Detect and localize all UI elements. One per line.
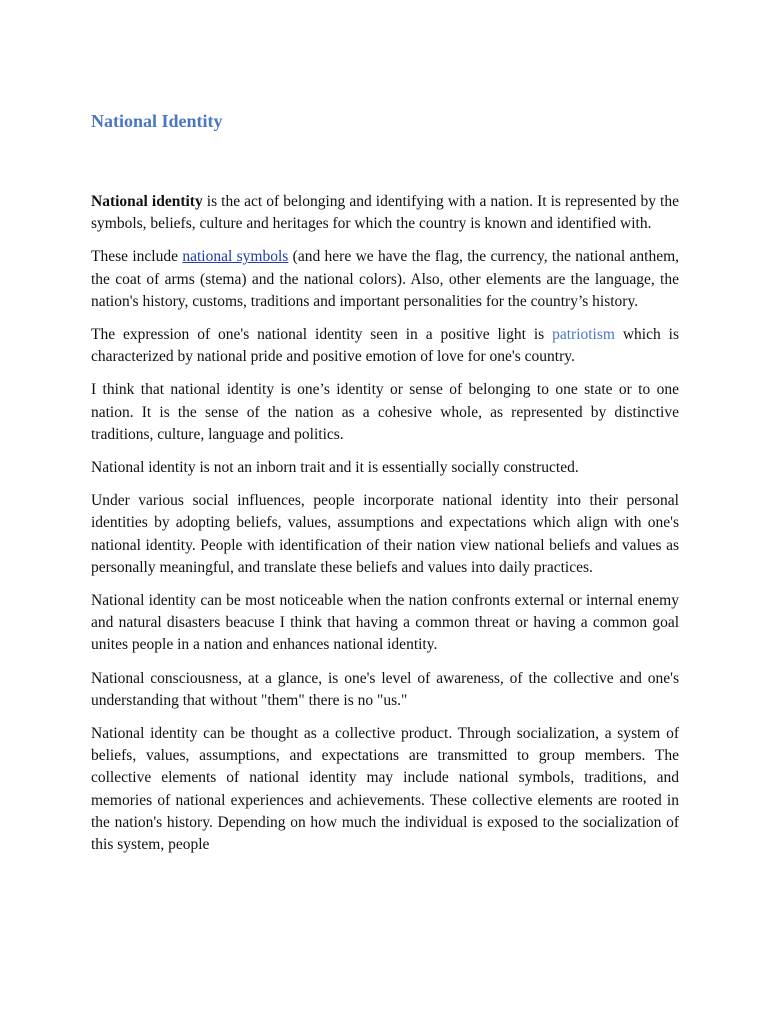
paragraph-3-text-before: The expression of one's national identity seen in a positive light is (91, 326, 553, 344)
paragraph-7: National identity can be most noticeable when the nation confronts external or internal enemy and natural disasters beacuse I think that having a common threat or having a common goal unites people in a nation and enhances national identity. (91, 592, 679, 654)
paragraph-1 (91, 191, 679, 235)
paragraph-2-text-before: These include (91, 248, 183, 266)
paragraph-2-text-after: (and here we have the flag, the currency, the national anthem, the coat of arms (stema) and the national colors). Also, other elements are the language, the nation's history, customs, traditions and important personalities for the country’s history. (91, 248, 679, 310)
paragraph-6: Under various social influences, people incorporate national identity into their personal identities by adopting beliefs, values, assumptions and expectations which align with one's national identity. People with identification of their nation view national beliefs and values as personally meaningful, and translate these beliefs and values into daily practices. (91, 492, 679, 576)
national-symbols-link[interactable]: national symbols (182, 248, 289, 266)
paragraph-9: National identity can be thought as a collective product. Through socialization, a system of beliefs, values, assumptions, and expectations are transmitted to group members. The collective elements of national identity may include national symbols, traditions, and memories of national experiences and achievements. These collective elements are rooted in the nation's history. Depending on how much the individual is exposed to the socialization of this system, people (91, 725, 679, 854)
paragraph-2 (91, 246, 679, 313)
patriotism-link[interactable]: patriotism (552, 326, 615, 344)
paragraph-1-text: is the act of belonging and identifying with a nation. It is represented by the symbols, beliefs, culture and heritages for which the country is known and identified with. (91, 193, 679, 233)
page-title: National Identity (91, 111, 223, 131)
document-body (91, 109, 679, 867)
paragraph-8: National consciousness, at a glance, is one's level of awareness, of the collective and one's understanding that without "them" there is no "us." (91, 669, 679, 709)
paragraph-3-text-after: which is characterized by national pride and positive emotion of love for one's country. (91, 326, 680, 366)
paragraph-4: I think that national identity is one’s identity or sense of belonging to one state or to one nation. It is the sense of the nation as a cohesive whole, as represented by distinctive traditions, culture, language and politics. (91, 381, 679, 443)
paragraph-3 (91, 324, 679, 368)
paragraph-5: National identity is not an inborn trait and it is essentially socially constructed. (91, 459, 579, 477)
paragraph-1-lead: National identity (91, 193, 203, 210)
